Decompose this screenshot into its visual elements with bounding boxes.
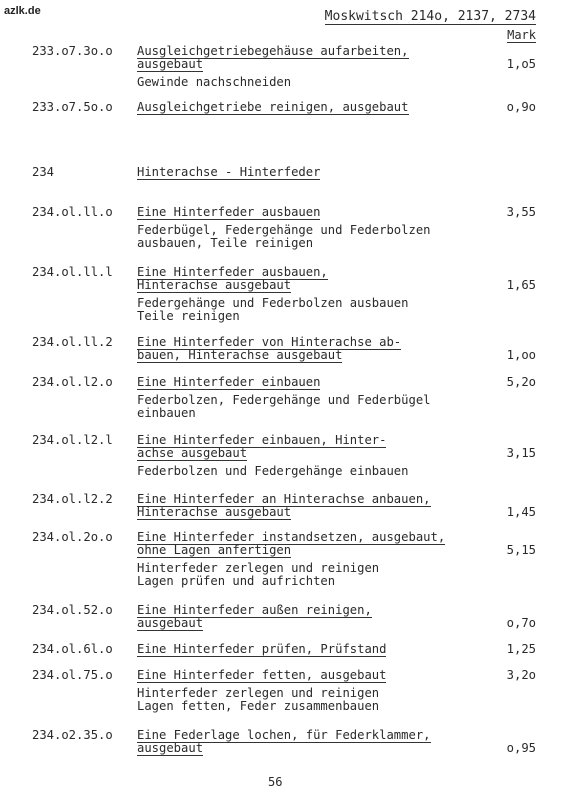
operation-code: 234.ol.52.o (32, 603, 113, 617)
operation-price: 1,45 (506, 505, 536, 519)
operation-price: 1,o5 (506, 57, 536, 71)
operation-title (137, 336, 401, 362)
operation-title (137, 729, 431, 755)
operation-description (137, 224, 431, 250)
operation-title-line: Ausgleichgetriebegehäuse aufarbeiten, (137, 44, 409, 58)
operation-title-line: Eine Hinterfeder außen reinigen, (137, 603, 372, 617)
operation-description (137, 76, 291, 89)
operation-code: 234.ol.ll.o (32, 205, 113, 219)
operation-title (137, 101, 409, 114)
operation-title (137, 669, 386, 682)
operation-title-line: Ausgleichgetriebe reinigen, ausgebaut (137, 100, 409, 114)
operation-price: o,95 (506, 741, 536, 755)
operation-title-line: Eine Hinterfeder prüfen, Prüfstand (137, 642, 387, 656)
operation-code: 234.ol.l2.2 (32, 492, 113, 506)
operation-title-line: Eine Hinterfeder an Hinterachse anbauen, (137, 492, 431, 506)
operation-code: 234.o2.35.o (32, 728, 113, 742)
operation-title (137, 643, 386, 656)
operation-code: 233.o7.5o.o (32, 100, 113, 114)
operation-title (137, 493, 431, 519)
operation-title-line: Eine Hinterfeder einbauen (137, 375, 321, 389)
operation-code: 234.ol.2o.o (32, 530, 113, 544)
operation-description-line: Federbolzen und Federgehänge einbauen (137, 464, 409, 478)
operation-price: o,9o (506, 100, 536, 114)
operation-title-line: Eine Hinterfeder ausbauen (137, 205, 321, 219)
operation-title-line: Hinterachse - Hinterfeder (137, 165, 321, 179)
operation-price: 3,55 (506, 205, 536, 219)
operation-code: 234.ol.l2.o (32, 375, 113, 389)
operation-description-line: Lagen fetten, Feder zusammenbauen (137, 699, 380, 713)
operation-description-line: ausbauen, Teile reinigen (137, 236, 314, 250)
operation-title (137, 206, 320, 219)
operation-description-line: Teile reinigen (137, 309, 240, 323)
operation-description (137, 394, 431, 420)
operation-code: 234.ol.6l.o (32, 642, 113, 656)
operation-code: 234.ol.75.o (32, 668, 113, 682)
operation-code: 234.ol.ll.2 (32, 335, 113, 349)
operation-title-line: Eine Hinterfeder instandsetzen, ausgebaut, (137, 530, 446, 544)
operation-title (137, 604, 372, 630)
operation-title-line: ausgebaut (137, 57, 204, 71)
operation-title-line: Hinterachse ausgebaut (137, 505, 292, 519)
operation-title-line: ausgebaut (137, 616, 204, 630)
page-number: 56 (268, 775, 283, 789)
operation-code: 234.ol.l2.l (32, 433, 113, 447)
operation-code: 234 (32, 165, 55, 179)
operation-price: 1,25 (506, 642, 536, 656)
operation-title-line: Eine Hinterfeder fetten, ausgebaut (137, 668, 387, 682)
operation-price: 3,15 (506, 446, 536, 460)
operation-title (137, 266, 328, 292)
operation-title (137, 166, 320, 179)
operation-code: 234.ol.ll.l (32, 265, 113, 279)
operation-description-line: Hinterfeder zerlegen und reinigen (137, 686, 380, 700)
operation-title-line: Eine Federlage lochen, für Federklammer, (137, 728, 431, 742)
operation-price: 1,oo (506, 348, 536, 362)
operation-price: 5,2o (506, 375, 536, 389)
operation-code: 233.o7.3o.o (32, 44, 113, 58)
operation-title-line: ausgebaut (137, 741, 204, 755)
operation-title-line: achse ausgebaut (137, 446, 248, 460)
operation-price: 1,65 (506, 278, 536, 292)
operation-description-line: Gewinde nachschneiden (137, 75, 292, 89)
operation-title-line: Eine Hinterfeder einbauen, Hinter- (137, 433, 387, 447)
operation-title (137, 434, 386, 460)
operation-title (137, 531, 445, 557)
price-column-header: Mark (507, 28, 536, 42)
operation-description-line: Lagen prüfen und aufrichten (137, 574, 336, 588)
operation-title-line: bauen, Hinterachse ausgebaut (137, 348, 343, 362)
operation-price: 5,15 (506, 543, 536, 557)
operation-description-line: Federgehänge und Federbolzen ausbauen (137, 296, 409, 310)
operation-title (137, 376, 320, 389)
operation-description (137, 465, 409, 478)
operation-title-line: Eine Hinterfeder von Hinterachse ab- (137, 335, 402, 349)
operation-description (137, 297, 409, 323)
operation-description-line: einbauen (137, 406, 196, 420)
operation-title-line: Eine Hinterfeder ausbauen, (137, 265, 328, 279)
operation-description-line: Hinterfeder zerlegen und reinigen (137, 561, 380, 575)
operation-price: 3,2o (506, 668, 536, 682)
header-title: Moskwitsch 214o, 2137, 2734 (324, 9, 536, 24)
operation-description (137, 562, 379, 588)
operation-title-line: ohne Lagen anfertigen (137, 543, 292, 557)
operation-description-line: Federbolzen, Federgehänge und Federbügel (137, 393, 431, 407)
operation-title (137, 45, 409, 71)
operation-description-line: Federbügel, Federgehänge und Federbolzen (137, 223, 431, 237)
operation-price: o,7o (506, 616, 536, 630)
site-watermark: azlk.de (4, 5, 41, 17)
operation-description (137, 687, 379, 713)
operation-title-line: Hinterachse ausgebaut (137, 278, 292, 292)
